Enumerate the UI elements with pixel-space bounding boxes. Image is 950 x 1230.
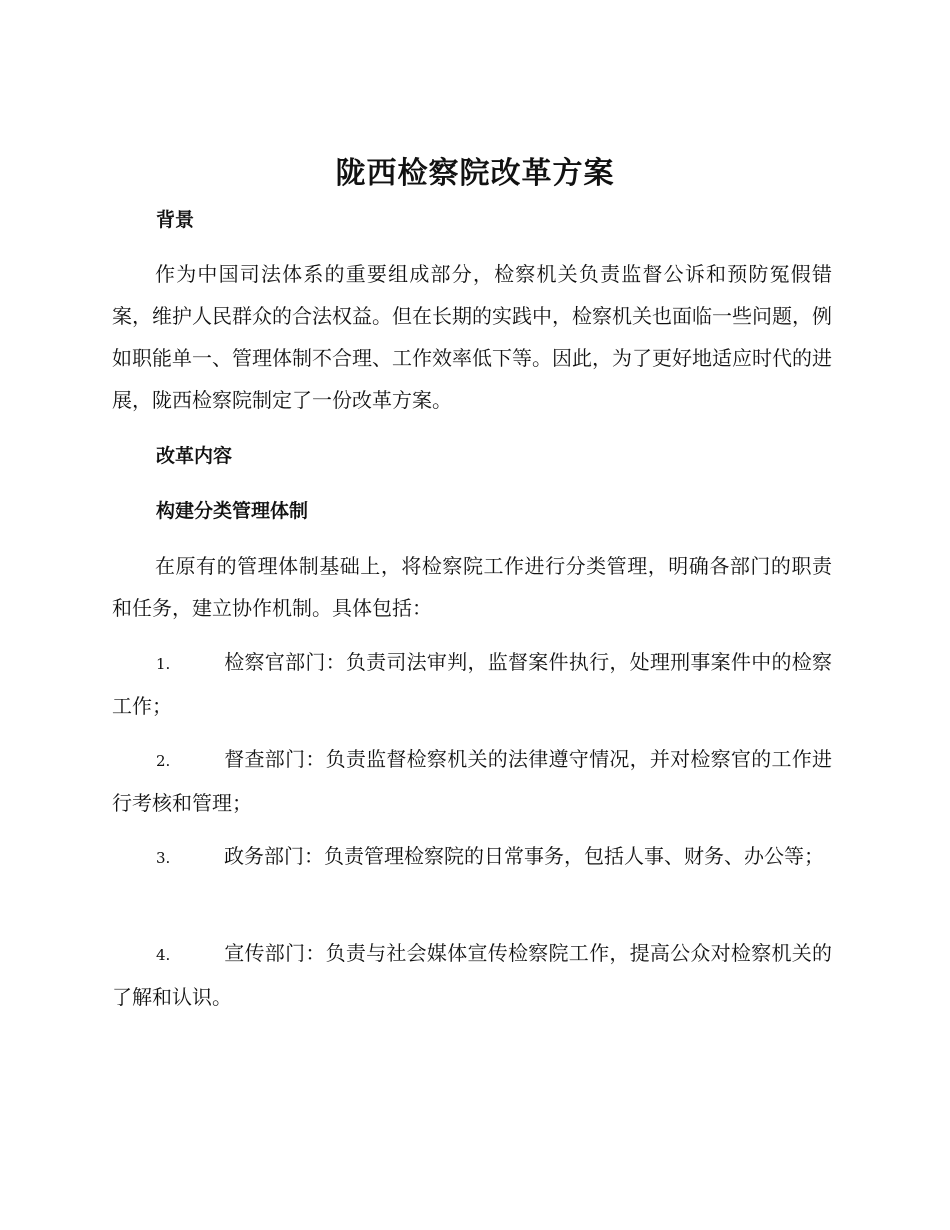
list-text: 检察官部门：负责司法审判，监督案件执行，处理刑事案件中的检察工作； (112, 650, 832, 718)
list-number: 1. (156, 655, 171, 673)
list-item (112, 835, 832, 879)
subheading-classification: 构建分类管理体制 (156, 500, 309, 522)
intro-paragraph: 在原有的管理体制基础上，将检察院工作进行分类管理，明确各部门的职责和任务，建立协作机制。具体包括： (112, 554, 832, 620)
list-text: 督查部门：负责监督检察机关的法律遵守情况，并对检察官的工作进行考核和管理； (112, 747, 832, 815)
list-number: 4. (156, 946, 171, 964)
list-text: 宣传部门：负责与社会媒体宣传检察院工作，提高公众对检察机关的了解和认识。 (112, 941, 832, 1009)
list-number: 3. (156, 849, 171, 867)
list-item (112, 932, 832, 1018)
list-number: 2. (156, 752, 171, 770)
background-paragraph: 作为中国司法体系的重要组成部分，检察机关负责监督公诉和预防冤假错案，维护人民群众的合法权益。但在长期的实践中，检察机关也面临一些问题，例如职能单一、管理体制不合理、工作效率低下等。因此，为了更好地适应时代的进展，陇西检察院制定了一份改革方案。 (112, 262, 832, 412)
list-text: 政务部门：负责管理检察院的日常事务，包括人事、财务、办公等； (224, 844, 824, 868)
section-heading-reform: 改革内容 (156, 445, 233, 467)
section-heading-background: 背景 (156, 209, 195, 231)
list-item (112, 641, 832, 727)
page-title: 陇西检察院改革方案 (335, 156, 615, 191)
list-item (112, 738, 832, 824)
